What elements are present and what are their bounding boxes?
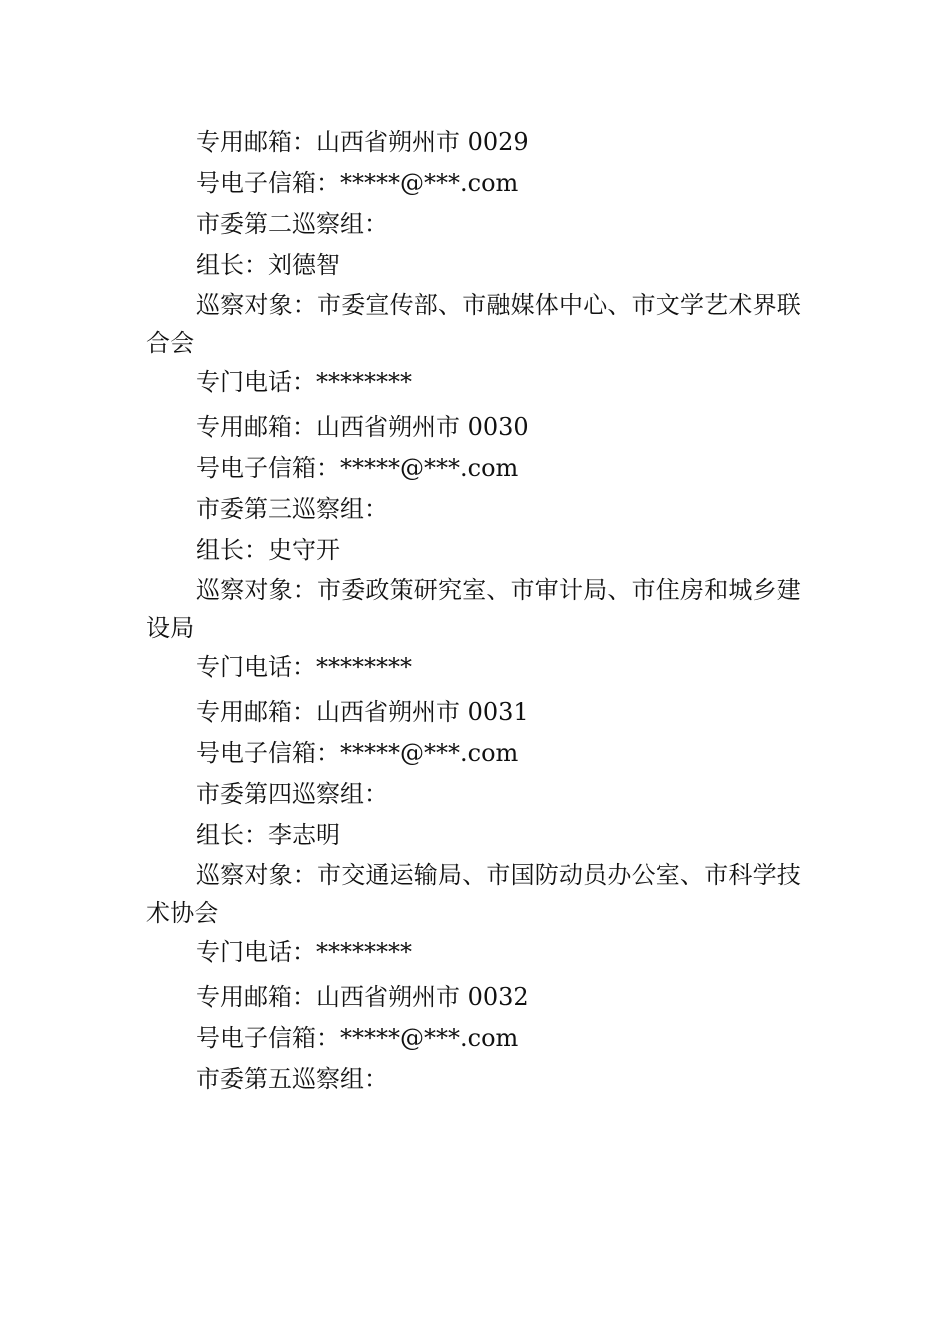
email-line: 专用邮箱：山西省朔州市 0029 <box>196 128 529 156</box>
inspection-target-paragraph: 巡察对象：市交通运输局、市国防动员办公室、市科学技术协会 <box>146 861 801 927</box>
group-heading: 市委第四巡察组： <box>196 780 388 808</box>
inspection-target-paragraph: 巡察对象：市委宣传部、市融媒体中心、市文学艺术界联合会 <box>146 291 801 357</box>
email-line: 专用邮箱：山西省朔州市 0030 <box>196 413 529 441</box>
electronic-mailbox-line: 号电子信箱：*****@***.com <box>196 739 519 767</box>
electronic-mailbox-line: 号电子信箱：*****@***.com <box>196 454 519 482</box>
dedicated-phone-line: 专门电话：******** <box>196 653 412 681</box>
group-heading: 市委第三巡察组： <box>196 495 388 523</box>
group-leader-line: 组长：李志明 <box>196 821 340 849</box>
inspection-target-paragraph: 巡察对象：市委政策研究室、市审计局、市住房和城乡建设局 <box>146 576 801 642</box>
dedicated-phone-line: 专门电话：******** <box>196 368 412 396</box>
group-heading: 市委第五巡察组： <box>196 1065 388 1093</box>
group-leader-line: 组长：刘德智 <box>196 251 340 279</box>
dedicated-phone-line: 专门电话：******** <box>196 938 412 966</box>
document-body <box>146 122 810 1100</box>
email-line: 专用邮箱：山西省朔州市 0031 <box>196 698 529 726</box>
group-leader-line: 组长：史守开 <box>196 536 340 564</box>
electronic-mailbox-line: 号电子信箱：*****@***.com <box>196 1024 519 1052</box>
group-heading: 市委第二巡察组： <box>196 210 388 238</box>
electronic-mailbox-line: 号电子信箱：*****@***.com <box>196 169 519 197</box>
email-line: 专用邮箱：山西省朔州市 0032 <box>196 983 529 1011</box>
